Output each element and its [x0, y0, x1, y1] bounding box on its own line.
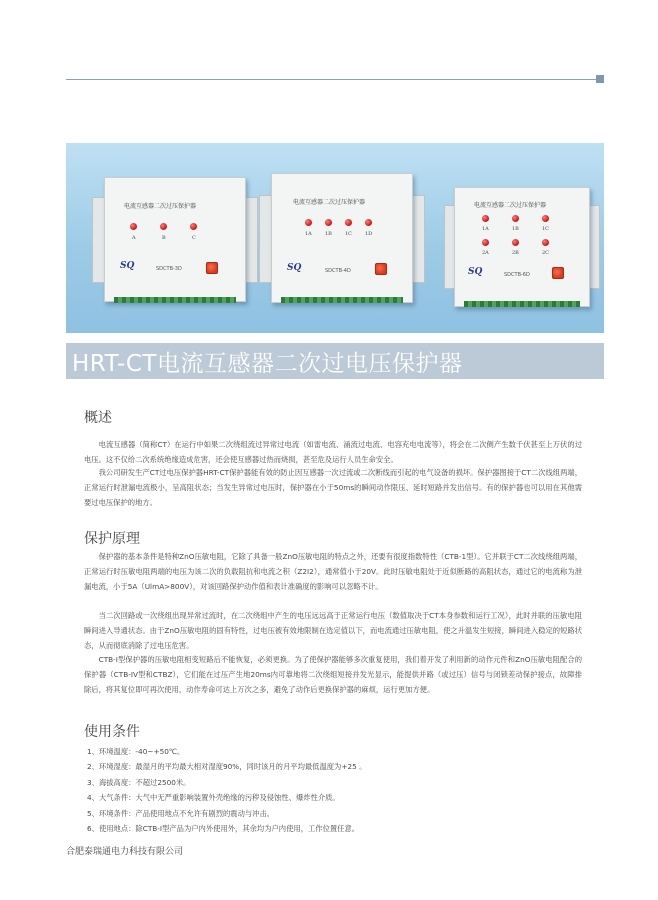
led-label: A — [132, 235, 136, 241]
device-3-label: 电流互感器二次过压保护器 — [474, 202, 547, 209]
company-footer: 合肥泰瑞通电力科技有限公司 — [66, 847, 184, 857]
reset-button — [206, 262, 218, 274]
led-indicator — [542, 239, 549, 246]
led-indicator — [542, 215, 549, 222]
section-heading-conditions: 使用条件 — [84, 724, 140, 740]
led-indicator — [512, 239, 519, 246]
led-indicator — [325, 219, 332, 226]
device-1-label: 电流互感器二次过压保护器 — [124, 203, 197, 210]
led-indicator — [160, 223, 167, 230]
led-label: 1C — [345, 231, 353, 237]
device-2 — [263, 173, 421, 303]
terminal-block — [464, 301, 580, 307]
reset-button — [375, 263, 387, 275]
brand-logo: SQ — [468, 267, 483, 277]
led-indicator — [190, 223, 197, 230]
conditions-list — [87, 744, 366, 836]
section-heading-principle: 保护原理 — [84, 531, 140, 547]
brand-logo: SQ — [120, 261, 135, 271]
terminal-block — [114, 297, 236, 303]
led-label: B — [162, 235, 166, 241]
led-label: 2A — [482, 250, 489, 256]
page-title: HRT-CT电流互感器二次过电压保护器 — [72, 351, 463, 377]
list-item: 5、环境条件：产品使用地点不允许有剧烈的震动与冲击。 — [87, 808, 275, 818]
principle-paragraph-2: 当二次回路或一次绕组出现异常过流时，在二次绕组中产生的电压远远高于正常运行电压（数值取决于CT本身参数和运行工况），此时并联的压敏电阻瞬间进入导通状态。由于ZnO压敏电阻的固有特性，过电压被有效地限制在选定值以下，而电流通过压敏电阻，使之升温发生短接，瞬间进入稳定的短路状态，从而彻底消除了过电压危害。 — [84, 611, 582, 650]
led-indicator — [482, 215, 489, 222]
section-heading-overview: 概述 — [84, 410, 112, 426]
list-item: 3、海拔高度：不超过2500米。 — [87, 777, 191, 787]
device-2-body — [271, 173, 413, 303]
principle-paragraph-3: CTB-I型保护器的压敏电阻相变短路后不能恢复，必须更换。为了使保护器能够多次重复使用，我们着开发了利用新的动作元件和ZnO压敏电阻配合的保护器（CTB-IV型和CTBZ），它们能在过压产生地20ms内可靠地将二次绕组短接并发光显示，能提供并路（或过压）信号与闭锁差动保护接点，故障排除后，将其复位即可再次使用，动作寿命可达上万次之多，避免了动作后更换保护器的麻烦，运行更加方便。 — [84, 655, 582, 694]
reset-button — [552, 267, 564, 279]
led-label: 1A — [482, 226, 489, 232]
led-label: 1D — [365, 231, 373, 237]
list-item: 1、环境温度：-40~+50℃。 — [87, 747, 185, 756]
list-item: 2、环境湿度：最湿月的平均最大相对湿度90%，同时该月的月平均最低温度为+25 。 — [87, 762, 367, 772]
header-square-mark — [596, 75, 604, 83]
device-2-model: SDCTB-4D — [325, 268, 351, 274]
led-label: 2C — [542, 250, 550, 256]
device-1-model: SDCTB-3D — [156, 266, 182, 272]
overview-paragraph-2: 我公司研发生产CT过电压保护器HRT-CT保护器能有效的防止因互感器一次过流或二次断线而引起的电气设备的损坏。保护器图接于CT二次线组两端，正常运行时泄漏电流极小，呈高阻状态；当发生异常过电压时，保护器在小于50ms的瞬间动作限压、延时短路并发出信号。有的保护器也可以用在其他需要过电压保护的地方。 — [84, 468, 582, 507]
list-item: 6、使用地点：除CTB-I型产品为户内外使用外，其余均为户内使用，工作位置任意。 — [87, 823, 360, 833]
led-indicator — [512, 215, 519, 222]
led-indicator — [345, 219, 352, 226]
device-2-label: 电流互感器二次过压保护器 — [293, 199, 366, 206]
led-label: 1C — [542, 226, 550, 232]
device-3 — [448, 187, 596, 307]
product-banner — [66, 143, 604, 333]
header-rule — [66, 79, 596, 80]
led-label: 1A — [305, 231, 312, 237]
terminal-block — [281, 297, 403, 303]
led-indicator — [365, 219, 372, 226]
device-3-model: SDCTB-6D — [504, 272, 530, 278]
device-1-body — [104, 177, 246, 302]
led-label: 1B — [512, 226, 519, 232]
device-1 — [96, 177, 254, 302]
overview-paragraph-1: 电流互感器（简称CT）在运行中如果二次绕组流过异常过电流（如雷电流、涌流过电流、电容充电电流等），将会在二次侧产生数千伏甚至上万伏的过电压。这不仅给二次系统绝缘造成危害，还会使互感器过热而烧损，甚至危及运行人员生命安全。 — [84, 440, 582, 464]
led-indicator — [305, 219, 312, 226]
led-indicator — [482, 239, 489, 246]
led-label: 2B — [512, 250, 519, 256]
led-label: C — [192, 235, 196, 241]
led-label: 1B — [325, 231, 332, 237]
led-indicator — [130, 223, 137, 230]
principle-paragraph-1: 保护器的基本条件是特种ZnO压敏电阻，它除了具备一般ZnO压敏电阻的特点之外，还要有很度指数特性（CTB-1型）。它并联于CT二次线绕组两端，正常运行时压敏电阻两端的电压为该二次的负载阻抗和电流之积（Z2I2），通常值小于20V。此时压敏电阻处于近似断路的高阻状态，通过它的电流称为泄漏电流，小于5A（UlmA>800V），对该回路保护动作值和表计准确度的影响可以忽略不计。 — [84, 552, 582, 591]
brand-logo: SQ — [287, 263, 302, 273]
list-item: 4、大气条件：大气中无严重影响装置外壳绝缘的污秽及侵蚀性、爆炸性介质。 — [87, 793, 340, 803]
